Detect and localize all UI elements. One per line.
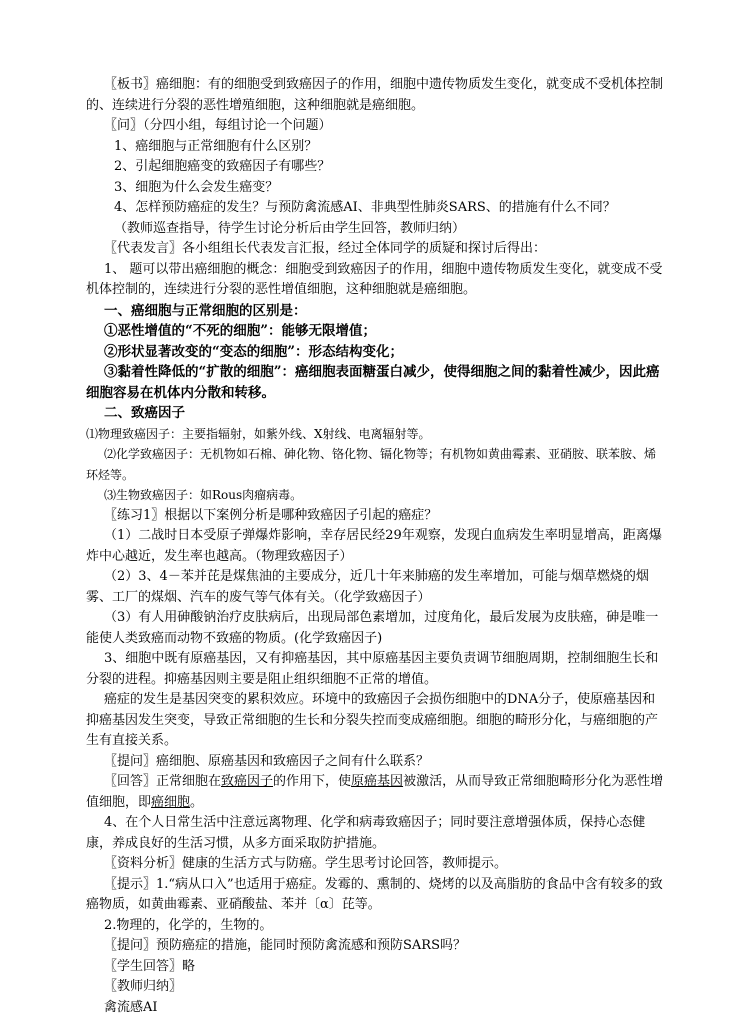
answer-relation: 〖回答〗正常细胞在致癌因子的作用下，使原癌基因被激活，从而导致正常细胞畸形分化为恶性增值细胞，即癌细胞。 [86,772,665,813]
board-note: 〖板书〗癌细胞：有的细胞受到致癌因子的作用，细胞中遗传物质发生变化，就变成不受机体控制的、连续进行分裂的恶性增殖细胞，这种细胞就是癌细胞。 [86,75,665,116]
material-analysis: 〖资料分析〗健康的生活方式与防癌。学生思考讨论回答，教师提示。 [86,854,665,875]
question-3: 3、细胞为什么会发生癌变？ [86,178,665,199]
student-answer: 〖学生回答〗略 [86,957,665,978]
difference-3: ③黏着性降低的“扩散的细胞”：癌细胞表面糖蛋白减少，使得细胞之间的黏着性减少，因此癌细胞容易在机体内分散和转移。 [86,362,665,403]
biological-factor: ⑶生物致癌因子：如Rous肉瘤病毒。 [86,485,665,506]
question-2: 2、引起细胞癌变的致癌因子有哪些？ [86,157,665,178]
teacher-guidance: （教师巡查指导，待学生讨论分析后由学生回答，教师归纳） [86,219,665,240]
hint-2: 2.物理的，化学的，生物的。 [86,916,665,937]
section-heading-2: 二、致癌因子 [86,403,665,424]
question-relation: 〖提问〗癌细胞、原癌基因和致癌因子之间有什么联系？ [86,752,665,773]
physical-factor: ⑴物理致癌因子：主要指辐射，如紫外线、X射线、电离辐射等。 [86,424,665,445]
chemical-factor: ⑵化学致癌因子：无机物如石棉、砷化物、铬化物、镉化物等；有机物如黄曲霉素、亚硝胺、联苯胺、烯环烃等。 [86,444,665,485]
answer-4: 4、在个人日常生活中注意远离物理、化学和病毒致癌因子；同时要注意增强体质，保持心态健康，养成良好的生活习惯，从多方面采取防护措施。 [86,813,665,854]
case-2: （2）3、4－苯并芘是煤焦油的主要成分，近几十年来肺癌的发生率增加，可能与烟草燃烧的烟雾、工厂的煤烟、汽车的废气等气体有关。（化学致癌因子） [86,567,665,608]
question-intro: 〖问〗（分四小组，每组讨论一个问题） [86,116,665,137]
exercise-1: 〖练习1〗根据以下案例分析是哪种致癌因子引起的癌症？ [86,506,665,527]
answer-3: 3、细胞中既有原癌基因，又有抑癌基因，其中原癌基因主要负责调节细胞周期，控制细胞生长和分裂的进程。抑癌基因则主要是阻止组织细胞不正常的增值。 [86,649,665,690]
cancer-occurrence: 癌症的发生是基因突变的累积效应。环境中的致癌因子会损伤细胞中的DNA分子，使原癌基因和抑癌基因发生突变，导致正常细胞的生长和分裂失控而变成癌细胞。细胞的畸形分化，与癌细胞的产生有直接关系。 [86,690,665,752]
case-1: （1）二战时日本受原子弹爆炸影响，幸存居民经29年观察，发现白血病发生率明显增高，距离爆炸中心越近，发生率也越高。（物理致癌因子） [86,526,665,567]
question-1: 1、癌细胞与正常细胞有什么区别？ [86,137,665,158]
difference-2: ②形状显著改变的“变态的细胞”：形态结构变化； [86,342,665,363]
avian-flu-label: 禽流感AI [86,998,665,1018]
question-4: 4、怎样预防癌症的发生？与预防禽流感AI、非典型性肺炎SARS、的措施有什么不同？ [86,198,665,219]
hint-1: 〖提示〗1.“病从口入”也适用于癌症。发霉的、熏制的、烧烤的以及高脂肪的食品中含有较多的致癌物质，如黄曲霉素、亚硝酸盐、苯并〔α〕芘等。 [86,875,665,916]
question-prevention: 〖提问〗预防癌症的措施，能同时预防禽流感和预防SARS吗？ [86,936,665,957]
answer-1: 1、 题可以带出癌细胞的概念：细胞受到致癌因子的作用，细胞中遗传物质发生变化，就变成不受机体控制的，连续进行分裂的恶性增值细胞，这种细胞就是癌细胞。 [86,260,665,301]
representative-speech: 〖代表发言〗各小组组长代表发言汇报，经过全体同学的质疑和探讨后得出： [86,239,665,260]
section-heading-1: 一、癌细胞与正常细胞的区别是： [86,301,665,322]
difference-1: ①恶性增值的“不死的细胞”：能够无限增值； [86,321,665,342]
teacher-summary: 〖教师归纳〗 [86,977,665,998]
case-3: （3）有人用砷酸钠治疗皮肤病后，出现局部色素增加，过度角化，最后发展为皮肤癌，砷是唯一能使人类致癌而动物不致癌的物质。(化学致癌因子) [86,608,665,649]
